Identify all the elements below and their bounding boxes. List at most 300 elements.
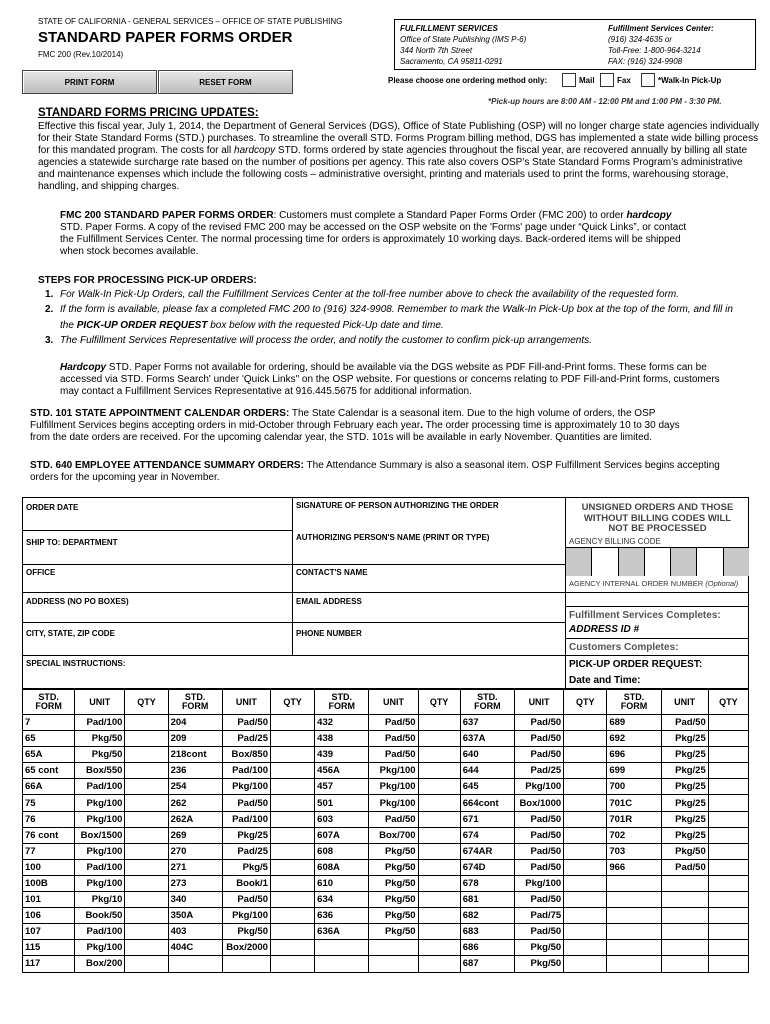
table-row bbox=[23, 715, 749, 731]
qty-input-cell[interactable] bbox=[564, 827, 607, 843]
form-number-cell: 456A bbox=[315, 763, 369, 779]
form-number-cell: 966 bbox=[607, 859, 661, 875]
table-row bbox=[23, 763, 749, 779]
form-number-cell: 77 bbox=[23, 843, 75, 859]
form-number-cell: 640 bbox=[460, 747, 514, 763]
unit-cell: Pad/25 bbox=[514, 763, 563, 779]
unit-cell: Pad/100 bbox=[222, 763, 270, 779]
unit-cell: Box/2000 bbox=[222, 940, 270, 956]
billing-digit-2[interactable] bbox=[592, 548, 618, 576]
step-2-number: 2. bbox=[45, 304, 54, 315]
qty-input-cell[interactable] bbox=[564, 875, 607, 891]
unit-cell: Pkg/100 bbox=[75, 811, 125, 827]
billing-code-boxes[interactable] bbox=[566, 548, 749, 576]
special-instructions-label: SPECIAL INSTRUCTIONS: bbox=[26, 659, 126, 668]
qty-input-cell[interactable] bbox=[270, 940, 314, 956]
fmc200-paragraph bbox=[60, 210, 686, 258]
unit-cell: Pad/50 bbox=[514, 715, 563, 731]
qty-input-cell[interactable] bbox=[125, 795, 168, 811]
pricing-line-1: Effective this fiscal year, July 1, 2014, the Department of General Services (DGS), Office of State Publishing (OSP) will no longer charge state agencies individually bbox=[38, 121, 760, 132]
qty-input-cell[interactable] bbox=[418, 892, 460, 908]
qty-input-cell[interactable] bbox=[418, 731, 460, 747]
qty-input-cell[interactable] bbox=[270, 795, 314, 811]
qty-input-cell[interactable] bbox=[125, 843, 168, 859]
qty-input-cell[interactable] bbox=[125, 747, 168, 763]
form-number-cell: 674 bbox=[460, 827, 514, 843]
city-label: CITY, STATE, ZIP CODE bbox=[26, 629, 115, 638]
unit-cell bbox=[661, 875, 708, 891]
qty-input-cell[interactable] bbox=[564, 843, 607, 859]
form-number-cell: 607A bbox=[315, 827, 369, 843]
table-header-row bbox=[23, 690, 749, 715]
form-number-cell: 700 bbox=[607, 779, 661, 795]
qty-input-cell[interactable] bbox=[418, 779, 460, 795]
ship-to-label: SHIP TO: DEPARTMENT bbox=[26, 538, 118, 547]
qty-input-cell[interactable] bbox=[564, 731, 607, 747]
table-row bbox=[23, 795, 749, 811]
unit-cell bbox=[661, 956, 708, 972]
col-qty: QTY bbox=[564, 690, 607, 715]
qty-input-cell[interactable] bbox=[270, 811, 314, 827]
qty-input-cell[interactable] bbox=[270, 892, 314, 908]
qty-input-cell[interactable] bbox=[125, 731, 168, 747]
pricing-line-3 bbox=[38, 145, 759, 157]
qty-input-cell[interactable] bbox=[708, 747, 748, 763]
unit-cell: Pkg/25 bbox=[222, 827, 270, 843]
unit-cell: Pkg/50 bbox=[222, 924, 270, 940]
unit-cell bbox=[661, 940, 708, 956]
qty-input-cell[interactable] bbox=[270, 859, 314, 875]
qty-input-cell[interactable] bbox=[125, 875, 168, 891]
std101-line-3: from the date orders are received. For the upcoming calendar year, the STD. 101s will be available in early November. Quantities are limited. bbox=[30, 432, 652, 443]
form-number-cell: 603 bbox=[315, 811, 369, 827]
table-row bbox=[23, 956, 749, 972]
unit-cell: Pkg/100 bbox=[222, 779, 270, 795]
form-number-cell: 439 bbox=[315, 747, 369, 763]
center-line-2: Toll-Free: 1-800-964-3214 bbox=[608, 46, 701, 55]
unit-cell bbox=[369, 940, 418, 956]
unit-cell bbox=[369, 956, 418, 972]
unit-cell bbox=[661, 908, 708, 924]
form-number-cell: 403 bbox=[168, 924, 222, 940]
internal-order-text: AGENCY INTERNAL ORDER NUMBER bbox=[569, 579, 706, 588]
print-form-button[interactable]: PRINT FORM bbox=[22, 70, 157, 94]
unit-cell: Pad/50 bbox=[514, 731, 563, 747]
qty-input-cell[interactable] bbox=[125, 763, 168, 779]
qty-input-cell[interactable] bbox=[270, 875, 314, 891]
std640-line-2: orders for the upcoming year in November. bbox=[30, 472, 220, 483]
qty-input-cell[interactable] bbox=[418, 747, 460, 763]
form-number-cell: 689 bbox=[607, 715, 661, 731]
std640-line-1 bbox=[30, 460, 720, 472]
form-number-cell: 644 bbox=[460, 763, 514, 779]
fulfillment-line-1: Office of State Publishing (IMS P-6) bbox=[400, 35, 527, 44]
form-number-cell: 682 bbox=[460, 908, 514, 924]
table-row bbox=[23, 859, 749, 875]
qty-input-cell[interactable] bbox=[708, 811, 748, 827]
unit-cell: Pad/75 bbox=[514, 908, 563, 924]
method-prompt: Please choose one ordering method only: bbox=[388, 76, 548, 85]
unit-cell: Pkg/50 bbox=[369, 908, 418, 924]
optional-text: (Optional) bbox=[705, 579, 739, 588]
qty-input-cell bbox=[708, 875, 748, 891]
form-number-cell: 610 bbox=[315, 875, 369, 891]
form-number-cell: 671 bbox=[460, 811, 514, 827]
form-number-cell: 100B bbox=[23, 875, 75, 891]
form-number-cell: 432 bbox=[315, 715, 369, 731]
qty-input-cell[interactable] bbox=[270, 747, 314, 763]
unit-cell: Pkg/25 bbox=[661, 747, 708, 763]
unit-cell: Pad/50 bbox=[369, 811, 418, 827]
pricing-line-2: for their State Standard Forms (STD.) purchases. To streamline the overall STD. Forms Program billing method, DGS has implemented a state wide billing process bbox=[38, 133, 759, 144]
qty-input-cell bbox=[708, 924, 748, 940]
qty-input-cell[interactable] bbox=[564, 763, 607, 779]
col-form: STD. FORM bbox=[168, 690, 222, 715]
table-row bbox=[23, 908, 749, 924]
email-label: EMAIL ADDRESS bbox=[296, 597, 362, 606]
office-field[interactable] bbox=[23, 578, 291, 591]
unit-cell: Pkg/25 bbox=[661, 827, 708, 843]
unsigned-warning bbox=[566, 503, 749, 535]
unit-cell: Pkg/100 bbox=[514, 875, 563, 891]
table-row bbox=[23, 892, 749, 908]
center-line-3: FAX: (916) 324-9908 bbox=[608, 57, 683, 66]
qty-input-cell[interactable] bbox=[125, 811, 168, 827]
unit-cell: Pad/50 bbox=[514, 892, 563, 908]
step-3-text: The Fulfillment Services Representative will process the order, and notify the customer to confirm pick-up arrangements. bbox=[60, 335, 592, 346]
qty-input-cell[interactable] bbox=[270, 715, 314, 731]
unit-cell: Pad/50 bbox=[514, 924, 563, 940]
qty-input-cell[interactable] bbox=[125, 859, 168, 875]
qty-input-cell[interactable] bbox=[564, 859, 607, 875]
form-number-cell: 608A bbox=[315, 859, 369, 875]
walkin-checkbox[interactable] bbox=[641, 73, 655, 87]
billing-digit-5[interactable] bbox=[671, 548, 697, 576]
unit-cell: Pad/50 bbox=[222, 715, 270, 731]
billing-digit-7[interactable] bbox=[724, 548, 749, 576]
qty-input-cell bbox=[708, 908, 748, 924]
form-number-cell: 65 cont bbox=[23, 763, 75, 779]
unit-cell: Pad/100 bbox=[222, 811, 270, 827]
qty-input-cell[interactable] bbox=[125, 779, 168, 795]
qty-input-cell bbox=[708, 956, 748, 972]
table-row bbox=[23, 731, 749, 747]
form-number-cell bbox=[607, 956, 661, 972]
qty-input-cell[interactable] bbox=[708, 779, 748, 795]
form-number-cell: 65A bbox=[23, 747, 75, 763]
unit-cell: Pkg/25 bbox=[661, 731, 708, 747]
fmc200-text: : Customers must complete a Standard Paper Forms Order (FMC 200) to order bbox=[273, 210, 627, 221]
unit-cell: Pkg/50 bbox=[369, 924, 418, 940]
form-number-cell: 699 bbox=[607, 763, 661, 779]
std101-text: The order processing time is approximately 10 to 30 days bbox=[422, 420, 680, 431]
pricing-paragraph bbox=[38, 121, 759, 193]
form-title: STANDARD PAPER FORMS ORDER bbox=[38, 29, 293, 46]
qty-input-cell[interactable] bbox=[708, 715, 748, 731]
qty-input-cell[interactable] bbox=[564, 940, 607, 956]
unit-cell: Pkg/5 bbox=[222, 859, 270, 875]
form-number-cell: 269 bbox=[168, 827, 222, 843]
center-line-1: (916) 324-4635 or bbox=[608, 35, 673, 44]
unit-cell: Pad/50 bbox=[514, 747, 563, 763]
billing-digit-1[interactable] bbox=[566, 548, 592, 576]
form-number-cell: 681 bbox=[460, 892, 514, 908]
form-number-cell: 262A bbox=[168, 811, 222, 827]
cust-completes-label: Customers Completes: bbox=[569, 642, 679, 653]
qty-input-cell[interactable] bbox=[125, 956, 168, 972]
qty-input-cell[interactable] bbox=[564, 779, 607, 795]
unit-cell: Pkg/100 bbox=[514, 779, 563, 795]
qty-input-cell[interactable] bbox=[270, 731, 314, 747]
qty-input-cell[interactable] bbox=[125, 892, 168, 908]
qty-input-cell[interactable] bbox=[564, 811, 607, 827]
form-number-cell: 686 bbox=[460, 940, 514, 956]
form-number-cell: 236 bbox=[168, 763, 222, 779]
table-row bbox=[23, 875, 749, 891]
qty-input-cell[interactable] bbox=[270, 827, 314, 843]
unit-cell: Pkg/50 bbox=[75, 747, 125, 763]
step-1-number: 1. bbox=[45, 289, 54, 300]
special-instructions-field[interactable] bbox=[23, 669, 564, 688]
unit-cell: Pad/50 bbox=[369, 715, 418, 731]
warning-line: NOT BE PROCESSED bbox=[608, 523, 707, 534]
qty-input-cell[interactable] bbox=[418, 763, 460, 779]
form-number-cell: 608 bbox=[315, 843, 369, 859]
col-form: STD. FORM bbox=[23, 690, 75, 715]
phone-label: PHONE NUMBER bbox=[296, 629, 362, 638]
unit-cell: Pkg/25 bbox=[661, 795, 708, 811]
form-number-cell: 115 bbox=[23, 940, 75, 956]
mail-label: Mail bbox=[579, 76, 595, 85]
unit-cell: Pkg/100 bbox=[369, 795, 418, 811]
col-form: STD. FORM bbox=[460, 690, 514, 715]
pickup-request-label: PICK-UP ORDER REQUEST: bbox=[569, 659, 703, 670]
form-number-cell: 683 bbox=[460, 924, 514, 940]
email-field[interactable] bbox=[293, 607, 564, 621]
billing-digit-6[interactable] bbox=[697, 548, 723, 576]
fax-checkbox[interactable] bbox=[600, 73, 614, 87]
pricing-italic: hardcopy bbox=[234, 145, 276, 156]
qty-input-cell[interactable] bbox=[708, 763, 748, 779]
hardcopy-line-2: accessed via STD. Forms Search' under 'Quick Links" on the OSP website. For questions or concerns relating to PDF Fill-and-Print forms, customers bbox=[60, 374, 720, 385]
qty-input-cell[interactable] bbox=[270, 924, 314, 940]
col-qty: QTY bbox=[270, 690, 314, 715]
step-1-text: For Walk-In Pick-Up Orders, call the Fulfillment Services Center at the toll-free number above to check the availability of the requested form. bbox=[60, 289, 679, 300]
std640-paragraph bbox=[30, 460, 720, 484]
unit-cell: Pad/100 bbox=[75, 779, 125, 795]
std640-bold: STD. 640 EMPLOYEE ATTENDANCE SUMMARY ORDERS: bbox=[30, 460, 304, 471]
qty-input-cell[interactable] bbox=[418, 715, 460, 731]
unit-cell: Pad/100 bbox=[75, 924, 125, 940]
qty-input-cell[interactable] bbox=[418, 827, 460, 843]
unit-cell: Book/1 bbox=[222, 875, 270, 891]
col-unit: UNIT bbox=[75, 690, 125, 715]
form-number: FMC 200 (Rev.10/2014) bbox=[38, 50, 124, 59]
contact-field[interactable] bbox=[293, 578, 564, 591]
office-label: OFFICE bbox=[26, 568, 56, 577]
fmc200-line-1 bbox=[60, 210, 686, 222]
qty-input-cell[interactable] bbox=[708, 843, 748, 859]
form-number-cell bbox=[607, 875, 661, 891]
form-number-cell: 65 bbox=[23, 731, 75, 747]
std640-text: The Attendance Summary is also a seasonal item. OSP Fulfillment Services begins accepting bbox=[303, 460, 720, 471]
form-number-cell: 645 bbox=[460, 779, 514, 795]
unit-cell bbox=[661, 924, 708, 940]
step-text: the bbox=[60, 320, 77, 331]
table-row bbox=[23, 940, 749, 956]
qty-input-cell[interactable] bbox=[270, 763, 314, 779]
pricing-text: STD. forms ordered by state agencies throughout the fiscal year, are recovered annually by billing all state bbox=[275, 145, 748, 156]
signature-field[interactable] bbox=[293, 512, 564, 532]
warning-line: WITHOUT BILLING CODES WILL bbox=[583, 512, 732, 524]
qty-input-cell[interactable] bbox=[708, 827, 748, 843]
qty-input-cell[interactable] bbox=[125, 940, 168, 956]
qty-input-cell[interactable] bbox=[125, 908, 168, 924]
hardcopy-paragraph bbox=[60, 362, 720, 398]
pricing-heading: STANDARD FORMS PRICING UPDATES: bbox=[38, 107, 259, 119]
table-row bbox=[23, 827, 749, 843]
form-number-cell bbox=[607, 940, 661, 956]
signature-label: SIGNATURE OF PERSON AUTHORIZING THE ORDER bbox=[296, 501, 499, 510]
col-qty: QTY bbox=[125, 690, 168, 715]
form-number-cell: 350A bbox=[168, 908, 222, 924]
internal-order-label bbox=[569, 579, 738, 588]
form-number-cell: 262 bbox=[168, 795, 222, 811]
qty-input-cell[interactable] bbox=[564, 715, 607, 731]
form-number-cell bbox=[315, 940, 369, 956]
col-unit: UNIT bbox=[369, 690, 418, 715]
qty-input-cell[interactable] bbox=[125, 715, 168, 731]
form-number-cell: 664cont bbox=[460, 795, 514, 811]
unit-cell: Book/50 bbox=[75, 908, 125, 924]
billing-digit-3[interactable] bbox=[619, 548, 645, 576]
fulfillment-title: FULFILLMENT SERVICES bbox=[400, 24, 498, 33]
unit-cell: Pad/50 bbox=[514, 811, 563, 827]
form-number-cell: 218cont bbox=[168, 747, 222, 763]
col-qty: QTY bbox=[418, 690, 460, 715]
steps-heading: STEPS FOR PROCESSING PICK-UP ORDERS: bbox=[38, 275, 257, 286]
std101-period: . bbox=[420, 420, 423, 431]
address-field[interactable] bbox=[23, 607, 291, 621]
fmc200-line-4: when stock becomes available. bbox=[60, 246, 199, 257]
form-number-cell: 271 bbox=[168, 859, 222, 875]
address-label: ADDRESS (NO PO BOXES) bbox=[26, 597, 129, 606]
authorizing-name-field[interactable] bbox=[293, 543, 564, 563]
unit-cell: Pad/50 bbox=[369, 731, 418, 747]
table-row bbox=[23, 747, 749, 763]
form-number-cell: 678 bbox=[460, 875, 514, 891]
phone-field[interactable] bbox=[293, 639, 564, 654]
billing-digit-4[interactable] bbox=[645, 548, 671, 576]
std101-line-2 bbox=[30, 420, 680, 432]
city-field[interactable] bbox=[23, 639, 291, 654]
form-number-cell: 117 bbox=[23, 956, 75, 972]
col-unit: UNIT bbox=[661, 690, 708, 715]
fs-completes-label: Fulfillment Services Completes: bbox=[569, 610, 721, 621]
qty-input-cell[interactable] bbox=[418, 811, 460, 827]
pricing-line-6: handling, and shipping charges. bbox=[38, 181, 180, 192]
qty-input-cell[interactable] bbox=[564, 908, 607, 924]
hardcopy-text: STD. Paper Forms not available for ordering, should be available via the DGS website as PDF Fill-and-Print forms. These forms can be bbox=[106, 362, 707, 373]
qty-input-cell[interactable] bbox=[708, 795, 748, 811]
pricing-line-4: agencies a statewide surcharge rate based on the number of positions per agency. This rate also covers OSP’s State Standard Forms Program’s administrative bbox=[38, 157, 743, 168]
std101-text: The State Calendar is a seasonal item. Due to the high volume of orders, the OSP bbox=[289, 408, 656, 419]
qty-input-cell[interactable] bbox=[418, 875, 460, 891]
col-form: STD. FORM bbox=[315, 690, 369, 715]
address-id-label: ADDRESS ID # bbox=[569, 624, 640, 635]
unit-cell: Box/200 bbox=[75, 956, 125, 972]
qty-input-cell[interactable] bbox=[564, 747, 607, 763]
qty-input-cell[interactable] bbox=[708, 859, 748, 875]
pricing-line-5: and maintenance expenses which include the following costs – administrative oversight, printing and materials used to print the forms, warehousing storage, bbox=[38, 169, 729, 180]
form-number-cell: 696 bbox=[607, 747, 661, 763]
unit-cell: Pkg/25 bbox=[661, 779, 708, 795]
table-row bbox=[23, 843, 749, 859]
form-number-cell: 107 bbox=[23, 924, 75, 940]
unit-cell: Pkg/50 bbox=[369, 843, 418, 859]
qty-input-cell[interactable] bbox=[125, 827, 168, 843]
contact-label: CONTACT'S NAME bbox=[296, 568, 368, 577]
form-number-cell bbox=[315, 956, 369, 972]
qty-input-cell[interactable] bbox=[708, 731, 748, 747]
qty-input-cell[interactable] bbox=[418, 795, 460, 811]
unit-cell: Pkg/25 bbox=[661, 763, 708, 779]
std101-bold: STD. 101 STATE APPOINTMENT CALENDAR ORDERS: bbox=[30, 408, 290, 419]
form-number-cell: 75 bbox=[23, 795, 75, 811]
qty-input-cell[interactable] bbox=[270, 908, 314, 924]
step-2-text-b bbox=[60, 320, 444, 332]
internal-order-field[interactable] bbox=[566, 593, 749, 606]
qty-input-cell[interactable] bbox=[564, 892, 607, 908]
order-date-field[interactable] bbox=[23, 513, 291, 529]
qty-input-cell[interactable] bbox=[418, 843, 460, 859]
qty-input-cell[interactable] bbox=[125, 924, 168, 940]
std101-line-1 bbox=[30, 408, 680, 420]
qty-input-cell[interactable] bbox=[564, 924, 607, 940]
unit-cell: Pkg/100 bbox=[75, 940, 125, 956]
form-number-cell: 692 bbox=[607, 731, 661, 747]
form-number-cell: 66A bbox=[23, 779, 75, 795]
qty-input-cell[interactable] bbox=[418, 859, 460, 875]
authorizing-name-label: AUTHORIZING PERSON'S NAME (PRINT OR TYPE) bbox=[296, 533, 490, 542]
unit-cell: Pkg/50 bbox=[661, 843, 708, 859]
walkin-label: *Walk-In Pick-Up bbox=[658, 76, 722, 85]
qty-input-cell[interactable] bbox=[564, 795, 607, 811]
forms-table bbox=[22, 689, 749, 973]
mail-checkbox[interactable] bbox=[562, 73, 576, 87]
unit-cell: Pkg/10 bbox=[75, 892, 125, 908]
table-row bbox=[23, 924, 749, 940]
unit-cell: Box/550 bbox=[75, 763, 125, 779]
qty-input-cell[interactable] bbox=[418, 908, 460, 924]
unit-cell bbox=[661, 892, 708, 908]
ship-to-field[interactable] bbox=[23, 548, 291, 563]
step-3-number: 3. bbox=[45, 335, 54, 346]
form-number-cell: 636A bbox=[315, 924, 369, 940]
fmc200-line-2: STD. Paper Forms. A copy of the revised FMC 200 may be accessed on the OSP website on the 'Forms' page under “Quick Links”, or contact bbox=[60, 222, 687, 233]
qty-input-cell[interactable] bbox=[270, 843, 314, 859]
qty-input-cell bbox=[418, 940, 460, 956]
reset-form-button[interactable]: RESET FORM bbox=[158, 70, 293, 94]
qty-input-cell[interactable] bbox=[418, 924, 460, 940]
form-number-cell bbox=[607, 924, 661, 940]
std101-paragraph bbox=[30, 408, 680, 444]
unit-cell: Pad/50 bbox=[661, 715, 708, 731]
agency-line: STATE OF CALIFORNIA - GENERAL SERVICES – OFFICE OF STATE PUBLISHING bbox=[38, 17, 343, 26]
center-title: Fulfillment Services Center: bbox=[608, 24, 714, 33]
qty-input-cell[interactable] bbox=[564, 956, 607, 972]
qty-input-cell[interactable] bbox=[270, 779, 314, 795]
